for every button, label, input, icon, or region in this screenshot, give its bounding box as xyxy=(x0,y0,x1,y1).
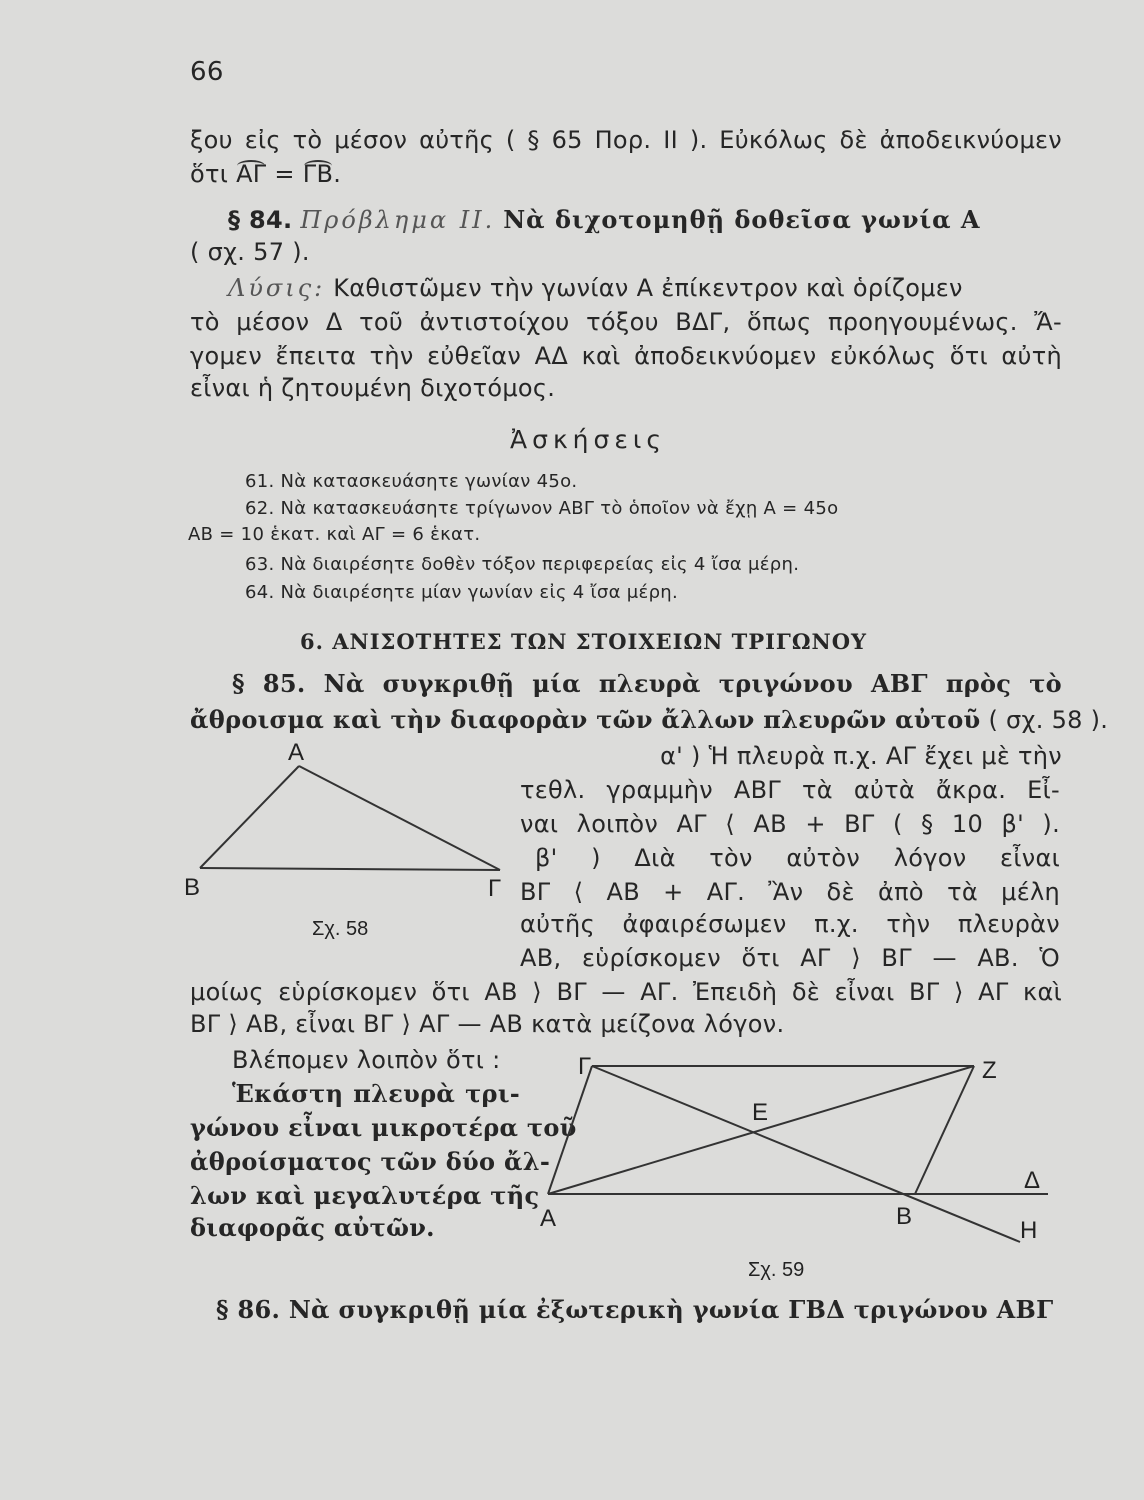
figure-ref: ( σχ. 58 ). xyxy=(988,706,1109,734)
section-84-heading xyxy=(228,204,1062,236)
paragraph-line: τεθλ. γραμμὴν ΑΒΓ τὰ αὐτὰ ἄκρα. Εἶ- xyxy=(520,776,1060,804)
label-h: Η xyxy=(1020,1217,1038,1244)
paragraph-line: εἶναι ἡ ζητουμένη διχοτόμος. xyxy=(190,374,556,402)
section-number: § 84. xyxy=(228,206,293,234)
conclusion-line: γώνου εἶναι μικροτέρα τοῦ xyxy=(190,1113,577,1142)
side-bg xyxy=(200,868,500,870)
arc-ag: ΑΓ xyxy=(236,160,267,188)
label-b: Β xyxy=(896,1203,913,1230)
conclusion-line: Ἑκάστη πλευρὰ τρι- xyxy=(232,1079,520,1108)
paragraph-line: β' ) Διὰ τὸν αὐτὸν λόγον εἶναι xyxy=(535,844,1060,872)
paragraph-line: Βλέπομεν λοιπὸν ὅτι : xyxy=(232,1046,501,1074)
label-g: Γ xyxy=(578,1053,592,1080)
conclusion-line: ἀθροίσματος τῶν δύο ἄλ- xyxy=(190,1147,551,1176)
line-zb xyxy=(915,1066,974,1194)
paragraph-line: ( σχ. 57 ). xyxy=(190,238,310,266)
figure-58 xyxy=(180,740,520,950)
section-86-title: § 86. Νὰ συγκριθῇ μία ἐξωτερικὴ γωνία ΓΒΔ τριγώνου ΑΒΓ xyxy=(216,1295,1054,1324)
section-85-title-cont xyxy=(190,704,1109,736)
paragraph-line: ναι λοιπὸν ΑΓ ⟨ ΑΒ + ΒΓ ( § 10 β' ). xyxy=(520,810,1060,838)
conclusion-line: διαφορᾶς αὐτῶν. xyxy=(190,1213,435,1242)
solution-label: Λύσις: xyxy=(228,274,326,302)
page-number: 66 xyxy=(190,57,224,87)
problem-title: Νὰ διχοτομηθῇ δοθεῖσα γωνία Α xyxy=(503,205,981,234)
text-span: Καθιστῶμεν τὴν γωνίαν Α ἐπίκεντρον καὶ ὁρίζομεν xyxy=(333,274,963,302)
solution-line xyxy=(228,272,1062,304)
conclusion-line: λων καὶ μεγαλυτέρα τῆς xyxy=(190,1181,540,1210)
label-d: Δ xyxy=(1024,1167,1041,1194)
section-85-title: § 85. Νὰ συγκριθῇ μία πλευρὰ τριγώνου ΑΒΓ πρὸς τὸ xyxy=(232,669,1062,698)
exercise-62-cont: ΑΒ = 10 ἑκατ. καὶ ΑΓ = 6 ἑκατ. xyxy=(188,524,481,545)
section-6-heading: 6. ΑΝΙΣΟΤΗΤΕΣ ΤΩΝ ΣΤΟΙΧΕΙΩΝ ΤΡΙΓΩΝΟΥ xyxy=(300,629,868,654)
label-a: Α xyxy=(288,740,305,766)
paragraph-line: αὐτῆς ἀφαιρέσωμεν π.χ. τὴν πλευρὰν xyxy=(520,910,1060,938)
text-span: ὅτι xyxy=(190,160,229,188)
label-g: Γ xyxy=(488,875,502,902)
exercises-title: Ἀσκήσεις xyxy=(510,425,667,454)
exercise-64: 64. Νὰ διαιρέσητε μίαν γωνίαν εἰς 4 ἴσα μέρη. xyxy=(245,582,679,603)
bold-text: ἄθροισμα καὶ τὴν διαφορὰν τῶν ἄλλων πλευρῶν αὐτοῦ xyxy=(190,705,981,734)
paragraph-line: τὸ μέσον Δ τοῦ ἀντιστοίχου τόξου ΒΔΓ, ὅπως προηγουμένως. Ἄ- xyxy=(190,308,1062,336)
line-az xyxy=(548,1066,974,1194)
paragraph-line: ξου εἰς τὸ μέσον αὐτῆς ( § 65 Πορ. ΙΙ ). Εὐκόλως δὲ ἀποδεικνύομεν xyxy=(190,126,1062,154)
paragraph-line: ΑΒ, εὑρίσκομεν ὅτι ΑΓ ⟩ ΒΓ — ΑΒ. Ὁ xyxy=(520,944,1060,972)
label-b: Β xyxy=(184,874,201,901)
arc-gb: ΓΒ xyxy=(302,160,334,188)
label-e: Ε xyxy=(752,1099,769,1126)
exercise-63: 63. Νὰ διαιρέσητε δοθὲν τόξον περιφερείας εἰς 4 ἴσα μέρη. xyxy=(245,554,800,575)
paragraph-line: ΒΓ ⟨ ΑΒ + ΑΓ. Ἂν δὲ ἀπὸ τὰ μέλη xyxy=(520,878,1060,906)
figure-59 xyxy=(530,1048,1060,1288)
exercise-62: 62. Νὰ κατασκευάσητε τρίγωνον ΑΒΓ τὸ ὁποῖον νὰ ἔχῃ Α = 45ο xyxy=(245,498,839,519)
paragraph-line: μοίως εὑρίσκομεν ὅτι ΑΒ ⟩ ΒΓ — ΑΓ. Ἐπειδὴ δὲ εἶναι ΒΓ ⟩ ΑΓ καὶ xyxy=(190,978,1062,1006)
label-z: Ζ xyxy=(982,1057,997,1084)
paragraph-line xyxy=(190,158,1062,190)
side-ag xyxy=(299,766,500,870)
figure-caption: Σχ. 59 xyxy=(748,1259,805,1281)
figure-caption: Σχ. 58 xyxy=(312,918,369,940)
problem-label: Πρόβλημα ΙΙ. xyxy=(300,206,496,234)
side-ab xyxy=(200,766,299,868)
paragraph-line: α' ) Ἡ πλευρὰ π.χ. ΑΓ ἔχει μὲ τὴν xyxy=(660,742,1062,770)
equals-sign: = xyxy=(274,160,295,188)
paragraph-line: γομεν ἔπειτα τὴν εὐθεῖαν ΑΔ καὶ ἀποδεικνύομεν εὐκόλως ὅτι αὐτὴ xyxy=(190,342,1062,370)
label-a: Α xyxy=(540,1205,557,1232)
text-span: . xyxy=(333,160,342,188)
exercise-61: 61. Νὰ κατασκευάσητε γωνίαν 45ο. xyxy=(245,471,578,492)
paragraph-line: ΒΓ ⟩ ΑΒ, εἶναι ΒΓ ⟩ ΑΓ — ΑΒ κατὰ μείζονα λόγον. xyxy=(190,1010,785,1038)
line-gh xyxy=(592,1066,1020,1242)
line-ag xyxy=(548,1066,592,1194)
